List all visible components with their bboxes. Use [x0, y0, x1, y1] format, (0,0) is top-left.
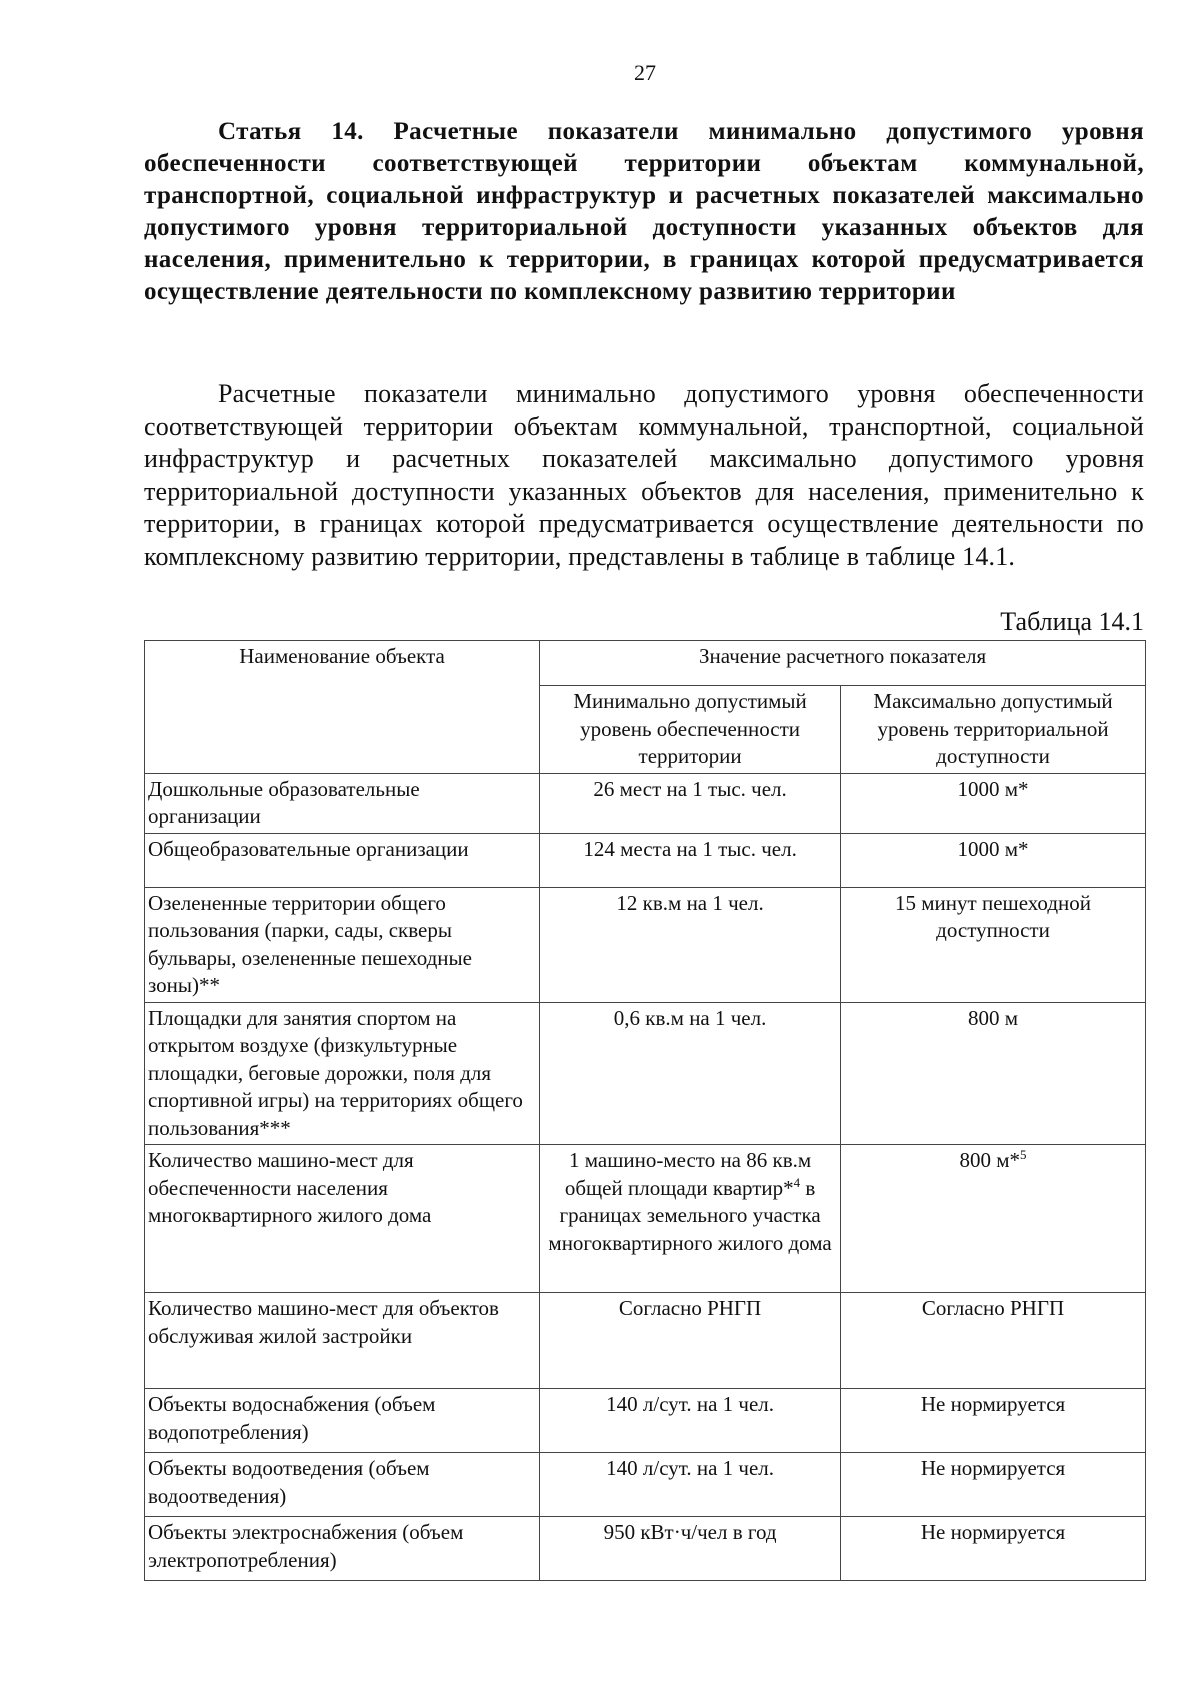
row-max-value: Не нормируется	[841, 1453, 1146, 1517]
table-row	[145, 1517, 1146, 1581]
row-min-value: 26 мест на 1 тыс. чел.	[540, 773, 841, 833]
table-row	[145, 833, 1146, 887]
table-row	[145, 1389, 1146, 1453]
row-object-name: Количество машино-мест для объектов обслуживая жилой застройки	[145, 1293, 540, 1389]
row-min-value: 950 кВт·ч/чел в год	[540, 1517, 841, 1581]
row-object-name: Объекты водоснабжения (объем водопотребления)	[145, 1389, 540, 1453]
row-min-value: 0,6 кв.м на 1 чел.	[540, 1002, 841, 1145]
row-min-value: Согласно РНГП	[540, 1293, 841, 1389]
table-row	[145, 1293, 1146, 1389]
row-object-name: Количество машино-мест для обеспеченности населения многоквартирного жилого дома	[145, 1145, 540, 1293]
header-object-name: Наименование объекта	[145, 641, 540, 774]
row-object-name: Дошкольные образовательные организации	[145, 773, 540, 833]
row-min-value	[540, 1145, 841, 1293]
row-max-value: Согласно РНГП	[841, 1293, 1146, 1389]
page-number: 27	[634, 60, 656, 85]
row-min-value-part: 1 машино-место на 86 кв.м общей площади квартир*	[564, 1148, 812, 1200]
row-min-value: 140 л/сут. на 1 чел.	[540, 1453, 841, 1517]
row-max-value: 800 м	[841, 1002, 1146, 1145]
row-max-value	[841, 1145, 1146, 1293]
row-max-value: 1000 м*	[841, 773, 1146, 833]
table-caption: Таблица 14.1	[1000, 607, 1144, 636]
row-object-name: Объекты водоотведения (объем водоотведения)	[145, 1453, 540, 1517]
table-row	[145, 887, 1146, 1002]
row-min-value: 12 кв.м на 1 чел.	[540, 887, 841, 1002]
header-max-level: Максимально допустимый уровень территориальной доступности	[841, 686, 1146, 774]
row-min-value: 140 л/сут. на 1 чел.	[540, 1389, 841, 1453]
article-paragraph: Расчетные показатели минимально допустимого уровня обеспеченности соответствующей территории объектам коммунальной, транспортной, социальной инфраструктур и расчетных показателей максимально допустимого уровня территориальной доступности указанных объектов для населения, применительно к территории, в границах которой предусматривается осуществление деятельности по комплексному развитию территории, представлены в таблице в таблице 14.1.	[144, 379, 1144, 571]
table-row	[145, 1453, 1146, 1517]
table-row	[145, 1145, 1146, 1293]
row-object-name: Площадки для занятия спортом на открытом воздухе (физкультурные площадки, беговые дорожки, поля для спортивной игры) на территориях общего пользования***	[145, 1002, 540, 1145]
row-max-value: Не нормируется	[841, 1517, 1146, 1581]
table-row	[145, 1002, 1146, 1145]
row-min-value-part: в границах земельного участка многоквартирного жилого дома	[548, 1175, 832, 1255]
table-row	[145, 773, 1146, 833]
article-heading: Статья 14. Расчетные показатели минимально допустимого уровня обеспеченности соответствующей территории объектам коммунальной, транспортной, социальной инфраструктур и расчетных показателей максимально допустимого уровня территориальной доступности указанных объектов для населения, применительно к территории, в границах которой предусматривается осуществление деятельности по комплексному развитию территории	[144, 118, 1144, 305]
header-indicator-value: Значение расчетного показателя	[540, 641, 1146, 686]
row-object-name: Объекты электроснабжения (объем электропотребления)	[145, 1517, 540, 1581]
footnote-marker: 5	[1020, 1147, 1027, 1162]
row-max-value: Не нормируется	[841, 1389, 1146, 1453]
indicators-table	[144, 640, 1146, 1581]
row-max-value: 15 минут пешеходной доступности	[841, 887, 1146, 1002]
row-max-value-text: 800 м*	[959, 1148, 1021, 1172]
footnote-marker: 4	[793, 1174, 801, 1190]
header-min-level: Минимально допустимый уровень обеспеченности территории	[540, 686, 841, 774]
row-object-name: Озелененные территории общего пользования (парки, сады, скверы бульвары, озелененные пешеходные зоны)**	[145, 887, 540, 1002]
row-min-value: 124 места на 1 тыс. чел.	[540, 833, 841, 887]
row-max-value: 1000 м*	[841, 833, 1146, 887]
row-object-name: Общеобразовательные организации	[145, 833, 540, 887]
table-header-row	[145, 641, 1146, 686]
